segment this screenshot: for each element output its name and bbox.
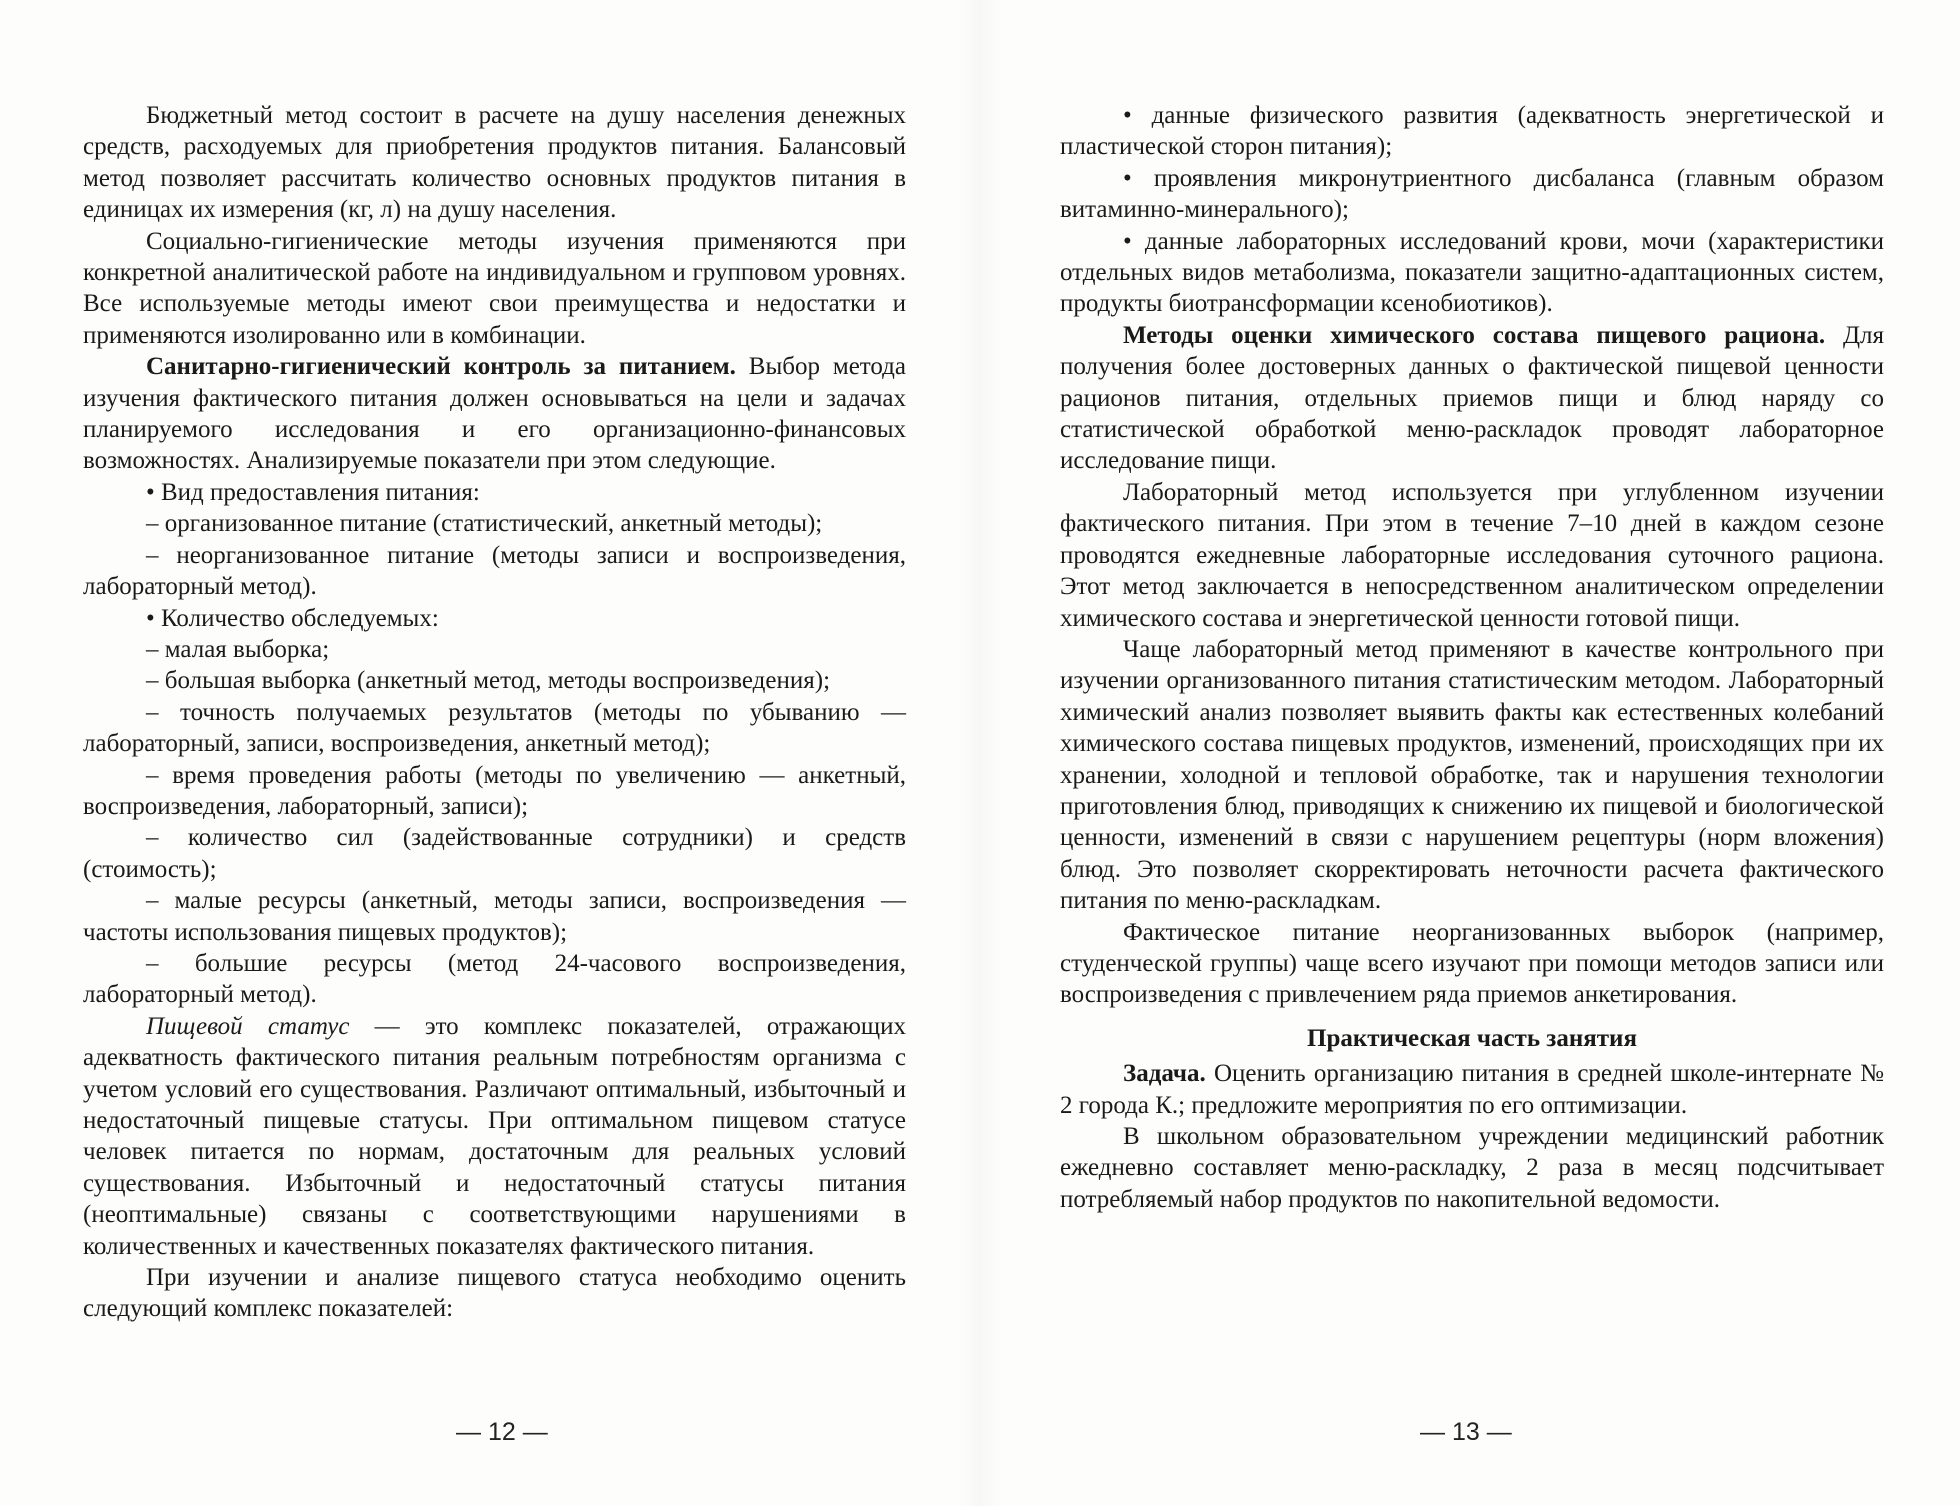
task-label: Задача. — [1123, 1060, 1206, 1088]
paragraph-chemical-methods — [1060, 320, 1884, 477]
paragraph-lab-method: Лабораторный метод используется при углубленном изучении фактического питания. При этом в течение 7–10 дней в каждом сезоне проводятся ежедневные лабораторные исследования суточного рациона. Этот метод заключается в непосредственном аналитическом определении химического состава и энергетической ценности готовой пищи. — [1060, 478, 1884, 632]
paragraph-budget-method: Бюджетный метод состоит в расчете на душу населения денежных средств, расходуемых для приобретения продуктов питания. Балансовый метод позволяет рассчитать количество основных продуктов питания в единицах их измерения (кг, л) на душу населения. — [83, 102, 906, 224]
chemical-methods-text: Для получения более достоверных данных о фактической пищевой ценности рационов питания, отдельных приемов пищи и блюд наряду со статистической обработкой меню-раскладок проводят лабораторное исследование пищи. — [1060, 321, 1884, 475]
paragraph-task — [1060, 1058, 1884, 1121]
nutritional-status-text: — это комплекс показателей, отражающих адекватность фактического питания реальным потребностям организма с учетом условий его существования. Различают оптимальный, избыточный и недостаточный пищевые статусы. При оптимальном пищевом статусе человек питается по нормам, достаточным для реальных условий существования. Избыточный и недостаточный статусы питания (неоптимальные) связаны с соответствующими нарушениями в количественных и качественных показателях фактического питания. — [83, 1012, 906, 1260]
list-item: – малые ресурсы (анкетный, методы записи, воспроизведения — частоты использования пищевых продуктов); — [83, 887, 906, 946]
heading-chemical-methods: Методы оценки химического состава пищевого рациона. — [1123, 321, 1826, 349]
paragraph-school-medical: В школьном образовательном учреждении медицинский работник ежедневно составляет меню-раскладку, 2 раза в месяц подсчитывает потребляемый набор продуктов по накопительной ведомости. — [1060, 1123, 1884, 1213]
left-page-text — [83, 100, 906, 1325]
list-item: • Вид предоставления питания: — [146, 478, 480, 506]
page-number-left: — 12 — — [456, 1418, 548, 1446]
paragraph-sanitary-control — [83, 351, 906, 477]
list-item: – большие ресурсы (метод 24-часового воспроизведения, лабораторный метод). — [83, 949, 906, 1009]
bullet-item: • проявления микронутриентного дисбаланса (главным образом витаминно-минерального); — [1060, 164, 1884, 224]
paragraph-lab-control: Чаще лабораторный метод применяют в качестве контрольного при изучении организованного питания статистическим методом. Лабораторный химический анализ позволяет выявить факты как естественных колебаний химического состава пищевых продуктов, изменений, происходящих при их хранении, холодной и тепловой обработке, так и нарушения технологии приготовления блюд, приводящих к снижению их пищевой и биологической ценности, изменений в связи с нарушением рецептуры (норм вложения) блюд. Это позволяет скорректировать неточности расчета фактического питания по меню-раскладкам. — [1060, 635, 1884, 915]
term-nutritional-status: Пищевой статус — [146, 1012, 350, 1040]
list-item: – точность получаемых результатов (методы по убыванию — лабораторный, записи, воспроизведения, анкетный метод); — [83, 698, 906, 758]
right-page-text — [1060, 100, 1884, 1215]
sanitary-control-text: Выбор метода изучения фактического питания должен основываться на цели и задачах планируемого исследования и его организационно-финансовых возможностях. Анализируемые показатели при этом следующие. — [83, 353, 906, 475]
paragraph-nutritional-status — [83, 1011, 906, 1262]
task-text: Оценить организацию питания в средней школе-интернате № 2 города К.; предложите мероприятия по его оптимизации. — [1060, 1060, 1884, 1119]
paragraph-unorganized-samples: Фактическое питание неорганизованных выборок (например, студенческой группы) чаще всего изучают при помощи методов записи или воспроизведения с привлечением ряда приемов анкетирования. — [1060, 918, 1884, 1009]
list-item: – время проведения работы (методы по увеличению — анкетный, воспроизведения, лабораторный, записи); — [83, 761, 906, 820]
list-item: – большая выборка (анкетный метод, методы воспроизведения); — [146, 667, 831, 695]
bullet-item: • данные физического развития (адекватность энергетической и пластической сторон питания); — [1060, 102, 1884, 161]
paragraph-indicators-intro: При изучении и анализе пищевого статуса необходимо оценить следующий комплекс показателей: — [83, 1264, 906, 1323]
list-item: – количество сил (задействованные сотрудники) и средств (стоимость); — [83, 824, 906, 883]
paragraph-social-methods: Социально-гигиенические методы изучения применяются при конкретной аналитической работе на индивидуальном и групповом уровнях. Все используемые методы имеют свои преимущества и недостатки и применяются изолированно или в комбинации. — [83, 227, 906, 349]
list-item: – неорганизованное питание (методы записи и воспроизведения, лабораторный метод). — [83, 541, 906, 601]
section-title-practical: Практическая часть занятия — [1307, 1024, 1637, 1052]
list-item: – организованное питание (статистический, анкетный методы); — [146, 510, 823, 538]
heading-sanitary-control: Санитарно-гигиенический контроль за питанием. — [146, 353, 736, 381]
right-page — [980, 0, 1960, 1506]
list-item: • Количество обследуемых: — [146, 604, 439, 632]
list-item: – малая выборка; — [146, 635, 330, 663]
bullet-item: • данные лабораторных исследований крови, мочи (характеристики отдельных видов метаболизма, показатели защитно-адаптационных систем, продукты биотрансформации ксенобиотиков). — [1060, 227, 1884, 318]
page-number-right: — 13 — — [1420, 1418, 1512, 1446]
